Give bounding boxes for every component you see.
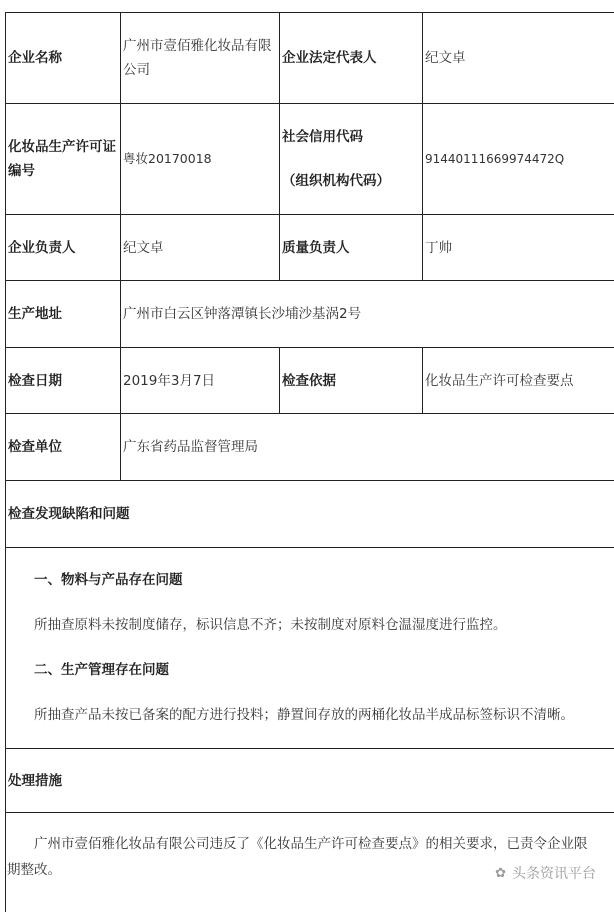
value-credit-code: 91440111669974472Q — [422, 103, 614, 214]
watermark-text: 头条资讯平台 — [512, 866, 596, 882]
findings-title: 检查发现缺陷和问题 — [5, 480, 614, 547]
label-legal-rep: 企业法定代表人 — [279, 12, 422, 103]
findings-body — [5, 547, 614, 748]
value-quality-head: 丁帅 — [422, 214, 614, 280]
value-legal-rep: 纪文卓 — [422, 12, 614, 103]
measures-text-line2: 期整改。 — [7, 862, 61, 878]
finding-text-1: 所抽查原料未按制度储存，标识信息不齐；未按制度对原料仓温湿度进行监控。 — [34, 617, 507, 633]
label-enterprise-head: 企业负责人 — [5, 214, 120, 280]
label-license-no: 化妆品生产许可证编号 — [5, 103, 120, 214]
value-company-name: 广州市壹佰雅化妆品有限公司 — [120, 12, 279, 103]
label-inspection-basis: 检查依据 — [279, 347, 422, 413]
label-address: 生产地址 — [5, 280, 120, 347]
value-enterprise-head: 纪文卓 — [120, 214, 279, 280]
wechat-icon: ✿ — [495, 865, 506, 881]
label-inspection-date: 检查日期 — [5, 347, 120, 413]
value-license-no: 粤妆20170018 — [120, 103, 279, 214]
value-inspection-basis: 化妆品生产许可检查要点 — [422, 347, 614, 413]
finding-text-2: 所抽查产品未按已备案的配方进行投料；静置间存放的两桶化妆品半成品标签标识不清晰。 — [34, 707, 574, 723]
label-credit-code — [279, 103, 422, 214]
value-inspection-date: 2019年3月7日 — [120, 347, 279, 413]
measures-body — [5, 812, 614, 912]
finding-heading-2: 二、生产管理存在问题 — [34, 662, 169, 678]
value-address: 广州市白云区钟落潭镇长沙埔沙基涡2号 — [120, 280, 614, 347]
label-company-name: 企业名称 — [5, 12, 120, 103]
label-quality-head: 质量负责人 — [279, 214, 422, 280]
credit-code-label: 社会信用代码 — [282, 129, 363, 145]
finding-heading-1: 一、物料与产品存在问题 — [34, 572, 183, 588]
value-inspection-unit: 广东省药品监督管理局 — [120, 413, 614, 480]
label-inspection-unit: 检查单位 — [5, 413, 120, 480]
measures-text-line1: 广州市壹佰雅化妆品有限公司违反了《化妆品生产许可检查要点》的相关要求，已责令企业限 — [34, 836, 588, 852]
org-code-label: （组织机构代码） — [282, 173, 390, 189]
measures-title: 处理措施 — [5, 748, 614, 812]
watermark — [495, 863, 596, 883]
